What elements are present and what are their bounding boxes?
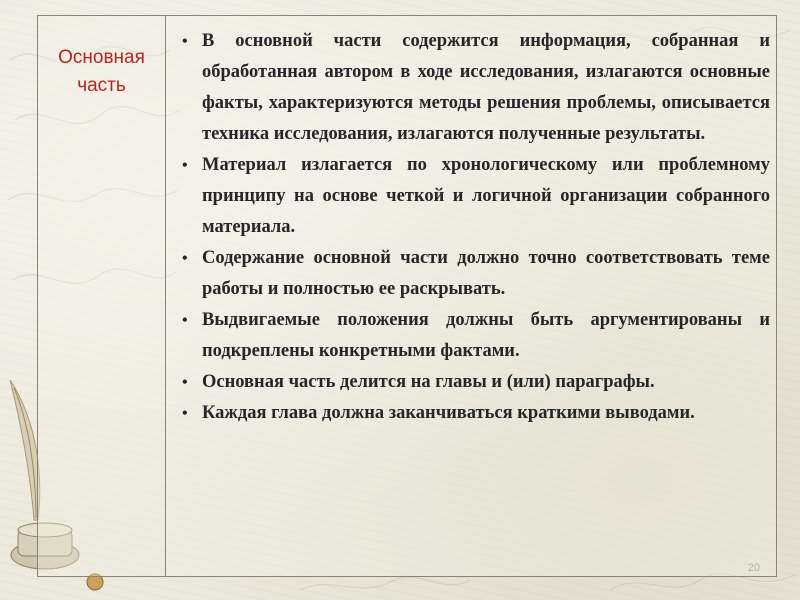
- bullet-icon: •: [182, 312, 188, 329]
- list-item: [180, 367, 770, 398]
- list-item: [180, 398, 770, 429]
- bullet-list: [180, 26, 770, 429]
- list-item: [180, 26, 770, 150]
- list-item: [180, 243, 770, 305]
- section-title-line-1: Основная: [58, 47, 145, 68]
- list-item-text: Каждая глава должна заканчиваться краткими выводами.: [202, 403, 695, 423]
- bullet-icon: •: [182, 405, 188, 422]
- content-table: [37, 15, 777, 577]
- bullet-icon: •: [182, 374, 188, 391]
- bullet-icon: •: [182, 33, 188, 50]
- list-item-text: Выдвигаемые положения должны быть аргументированы и подкреплены конкретными фактами.: [202, 310, 770, 361]
- list-item: [180, 150, 770, 243]
- list-item-text: Материал излагается по хронологическому или проблемному принципу на основе четкой и логичной организации собранного материала.: [202, 155, 770, 237]
- section-title: [44, 44, 159, 100]
- section-content-cell: [166, 16, 776, 576]
- page-number: 20: [747, 562, 760, 574]
- list-item: [180, 305, 770, 367]
- section-title-line-2: часть: [77, 75, 126, 96]
- list-item-text: Содержание основной части должно точно соответствовать теме работы и полностью ее раскрывать.: [202, 248, 770, 299]
- section-label-cell: [38, 16, 166, 576]
- bullet-icon: •: [182, 250, 188, 267]
- bullet-icon: •: [182, 157, 188, 174]
- list-item-text: В основной части содержится информация, собранная и обработанная автором в ходе исследования, излагаются основные факты, характеризуются методы решения проблемы, описывается техника исследования, излагаются полученные результаты.: [202, 31, 770, 144]
- list-item-text: Основная часть делится на главы и (или) параграфы.: [202, 372, 655, 392]
